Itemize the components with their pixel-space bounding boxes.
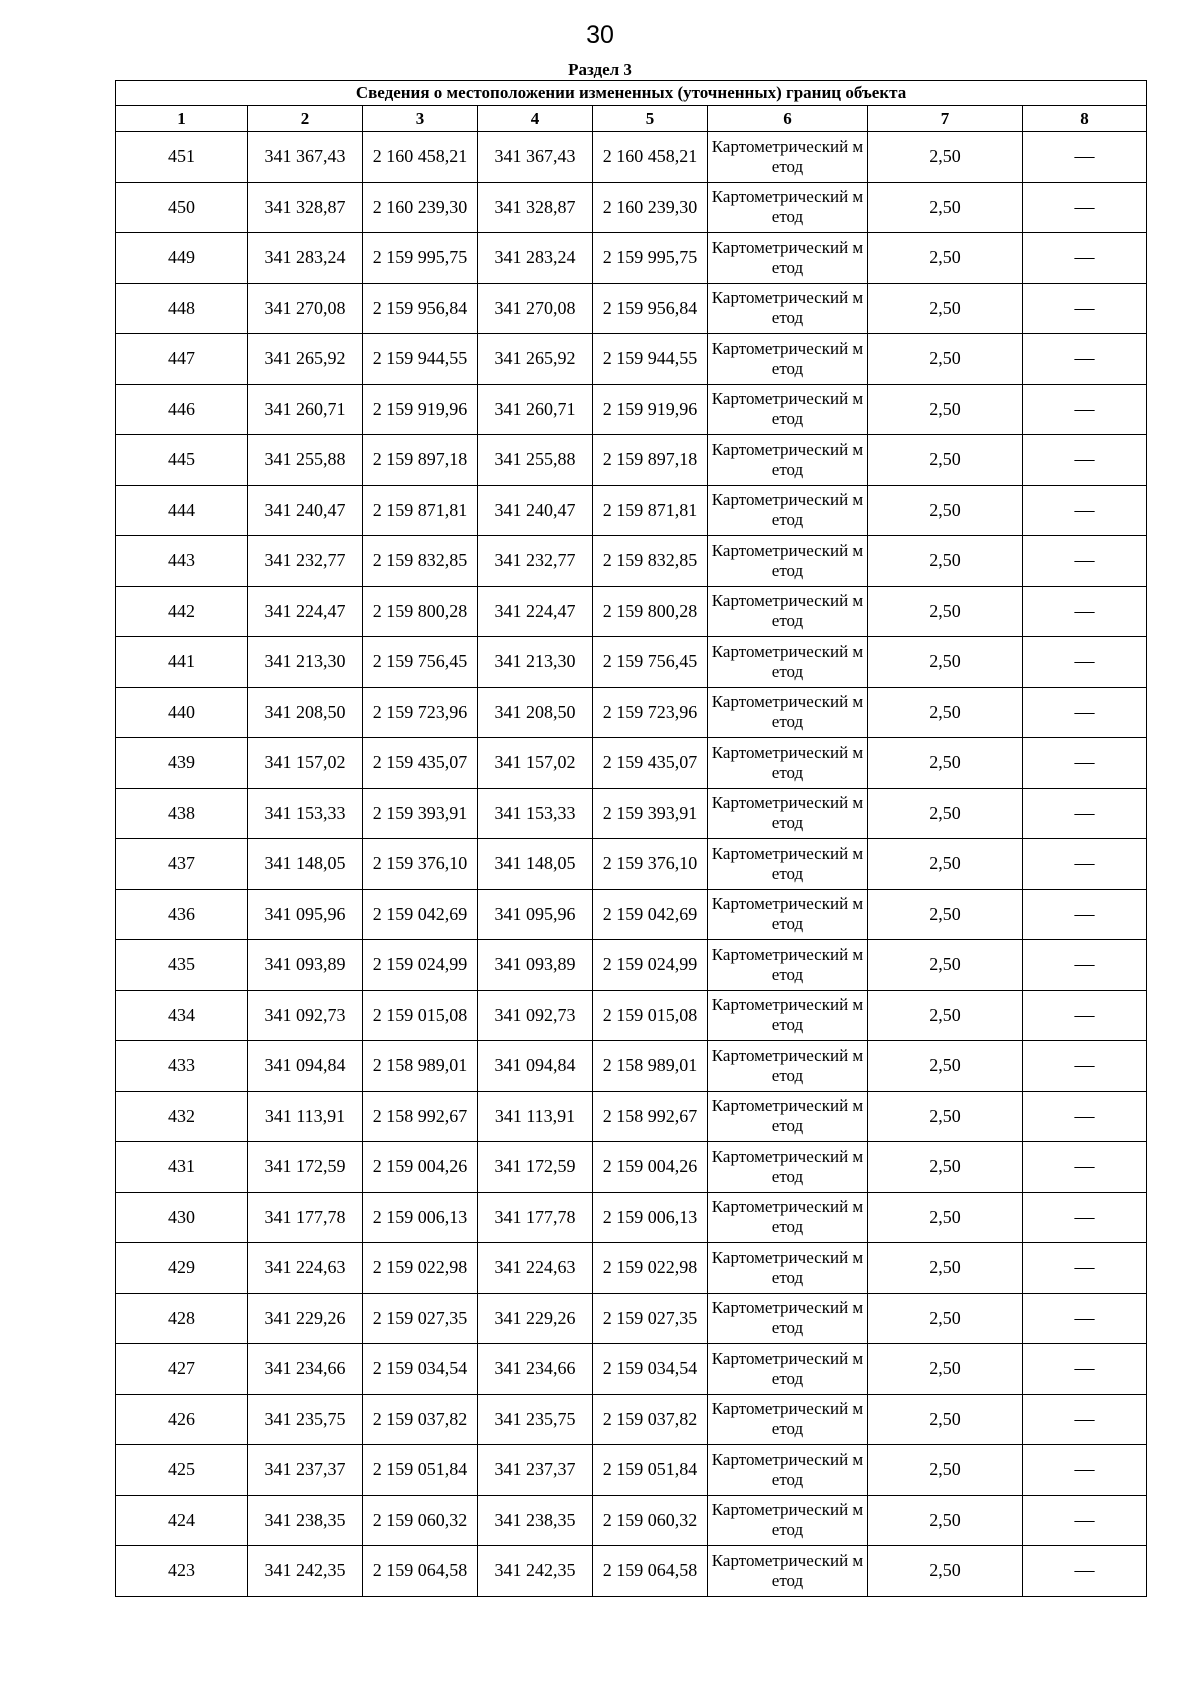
method-cell: Картометрический метод [708,233,868,284]
y-new-cell: 2 159 756,45 [593,637,708,688]
point-number-cell: 450 [116,182,248,233]
x-old-cell: 341 328,87 [248,182,363,233]
point-number-cell: 428 [116,1293,248,1344]
point-number-cell: 445 [116,435,248,486]
accuracy-cell: 2,50 [868,1293,1023,1344]
column-header: 4 [478,106,593,132]
x-new-cell: 341 283,24 [478,233,593,284]
x-new-cell: 341 238,35 [478,1495,593,1546]
accuracy-cell: 2,50 [868,283,1023,334]
method-cell: Картометрический метод [708,1394,868,1445]
y-new-cell: 2 159 015,08 [593,990,708,1041]
y-new-cell: 2 159 060,32 [593,1495,708,1546]
point-number-cell: 433 [116,1041,248,1092]
point-number-cell: 423 [116,1546,248,1597]
y-new-cell: 2 158 989,01 [593,1041,708,1092]
accuracy-cell: 2,50 [868,233,1023,284]
accuracy-cell: 2,50 [868,384,1023,435]
accuracy-cell: 2,50 [868,1091,1023,1142]
table-row [116,1293,1147,1344]
x-old-cell: 341 270,08 [248,283,363,334]
table-row [116,1546,1147,1597]
table-row [116,940,1147,991]
table-row [116,990,1147,1041]
page-number: 30 [586,21,614,49]
x-old-cell: 341 232,77 [248,536,363,587]
x-old-cell: 341 148,05 [248,839,363,890]
table-row [116,637,1147,688]
point-number-cell: 430 [116,1192,248,1243]
method-cell: Картометрический метод [708,485,868,536]
point-number-cell: 435 [116,940,248,991]
accuracy-cell: 2,50 [868,839,1023,890]
y-new-cell: 2 159 897,18 [593,435,708,486]
y-new-cell: 2 159 832,85 [593,536,708,587]
accuracy-cell: 2,50 [868,1142,1023,1193]
method-cell: Картометрический метод [708,839,868,890]
note-cell: — [1023,1243,1147,1294]
column-header: 2 [248,106,363,132]
y-old-cell: 2 159 919,96 [363,384,478,435]
y-old-cell: 2 159 015,08 [363,990,478,1041]
accuracy-cell: 2,50 [868,435,1023,486]
method-cell: Картометрический метод [708,940,868,991]
x-new-cell: 341 113,91 [478,1091,593,1142]
y-old-cell: 2 159 435,07 [363,738,478,789]
note-cell: — [1023,1445,1147,1496]
method-cell: Картометрический метод [708,1344,868,1395]
note-cell: — [1023,1293,1147,1344]
point-number-cell: 424 [116,1495,248,1546]
y-old-cell: 2 159 042,69 [363,889,478,940]
method-cell: Картометрический метод [708,1546,868,1597]
table-row [116,182,1147,233]
y-old-cell: 2 159 060,32 [363,1495,478,1546]
y-new-cell: 2 159 004,26 [593,1142,708,1193]
x-new-cell: 341 177,78 [478,1192,593,1243]
note-cell: — [1023,637,1147,688]
method-cell: Картометрический метод [708,990,868,1041]
x-new-cell: 341 093,89 [478,940,593,991]
x-old-cell: 341 238,35 [248,1495,363,1546]
note-cell: — [1023,839,1147,890]
y-old-cell: 2 159 027,35 [363,1293,478,1344]
note-cell: — [1023,384,1147,435]
table-row [116,1243,1147,1294]
y-old-cell: 2 159 723,96 [363,687,478,738]
point-number-cell: 444 [116,485,248,536]
accuracy-cell: 2,50 [868,1546,1023,1597]
note-cell: — [1023,1041,1147,1092]
point-number-cell: 425 [116,1445,248,1496]
accuracy-cell: 2,50 [868,940,1023,991]
table-row [116,1142,1147,1193]
x-new-cell: 341 213,30 [478,637,593,688]
y-old-cell: 2 160 239,30 [363,182,478,233]
y-old-cell: 2 159 897,18 [363,435,478,486]
accuracy-cell: 2,50 [868,637,1023,688]
x-old-cell: 341 283,24 [248,233,363,284]
table-row [116,1091,1147,1142]
accuracy-cell: 2,50 [868,132,1023,183]
y-new-cell: 2 159 024,99 [593,940,708,991]
y-old-cell: 2 159 956,84 [363,283,478,334]
accuracy-cell: 2,50 [868,1394,1023,1445]
x-new-cell: 341 229,26 [478,1293,593,1344]
note-cell: — [1023,687,1147,738]
x-new-cell: 341 153,33 [478,788,593,839]
table-row [116,738,1147,789]
x-old-cell: 341 213,30 [248,637,363,688]
method-cell: Картометрический метод [708,788,868,839]
table-row [116,1344,1147,1395]
note-cell: — [1023,1192,1147,1243]
y-old-cell: 2 159 051,84 [363,1445,478,1496]
y-old-cell: 2 159 037,82 [363,1394,478,1445]
method-cell: Картометрический метод [708,435,868,486]
table-row [116,132,1147,183]
y-old-cell: 2 159 024,99 [363,940,478,991]
table-row [116,889,1147,940]
point-number-cell: 448 [116,283,248,334]
y-new-cell: 2 160 458,21 [593,132,708,183]
note-cell: — [1023,233,1147,284]
note-cell: — [1023,1344,1147,1395]
accuracy-cell: 2,50 [868,990,1023,1041]
x-new-cell: 341 235,75 [478,1394,593,1445]
y-old-cell: 2 159 064,58 [363,1546,478,1597]
point-number-cell: 449 [116,233,248,284]
x-old-cell: 341 093,89 [248,940,363,991]
x-new-cell: 341 255,88 [478,435,593,486]
note-cell: — [1023,132,1147,183]
coordinates-table [115,80,1147,1597]
x-new-cell: 341 095,96 [478,889,593,940]
accuracy-cell: 2,50 [868,182,1023,233]
x-old-cell: 341 255,88 [248,435,363,486]
point-number-cell: 442 [116,586,248,637]
column-header: 3 [363,106,478,132]
table-row [116,1041,1147,1092]
x-old-cell: 341 092,73 [248,990,363,1041]
x-old-cell: 341 095,96 [248,889,363,940]
accuracy-cell: 2,50 [868,1445,1023,1496]
note-cell: — [1023,536,1147,587]
table-row [116,435,1147,486]
table-caption-row [116,81,1147,106]
y-new-cell: 2 159 064,58 [593,1546,708,1597]
x-new-cell: 341 157,02 [478,738,593,789]
method-cell: Картометрический метод [708,334,868,385]
note-cell: — [1023,1091,1147,1142]
y-old-cell: 2 159 034,54 [363,1344,478,1395]
x-new-cell: 341 172,59 [478,1142,593,1193]
x-new-cell: 341 260,71 [478,384,593,435]
table-row [116,1445,1147,1496]
x-old-cell: 341 242,35 [248,1546,363,1597]
y-old-cell: 2 158 992,67 [363,1091,478,1142]
section-title: Раздел 3 [568,60,632,79]
x-new-cell: 341 208,50 [478,687,593,738]
table-row [116,485,1147,536]
y-old-cell: 2 159 393,91 [363,788,478,839]
table-body [116,132,1147,1597]
x-old-cell: 341 265,92 [248,334,363,385]
accuracy-cell: 2,50 [868,334,1023,385]
x-new-cell: 341 328,87 [478,182,593,233]
y-new-cell: 2 159 919,96 [593,384,708,435]
point-number-cell: 429 [116,1243,248,1294]
x-new-cell: 341 234,66 [478,1344,593,1395]
y-old-cell: 2 160 458,21 [363,132,478,183]
x-old-cell: 341 240,47 [248,485,363,536]
note-cell: — [1023,485,1147,536]
y-new-cell: 2 159 042,69 [593,889,708,940]
method-cell: Картометрический метод [708,536,868,587]
table-row [116,384,1147,435]
accuracy-cell: 2,50 [868,536,1023,587]
y-new-cell: 2 159 944,55 [593,334,708,385]
table-row [116,233,1147,284]
point-number-cell: 438 [116,788,248,839]
point-number-cell: 441 [116,637,248,688]
x-old-cell: 341 260,71 [248,384,363,435]
method-cell: Картометрический метод [708,132,868,183]
y-new-cell: 2 159 051,84 [593,1445,708,1496]
x-old-cell: 341 224,47 [248,586,363,637]
column-header: 7 [868,106,1023,132]
x-old-cell: 341 094,84 [248,1041,363,1092]
y-new-cell: 2 160 239,30 [593,182,708,233]
table-row [116,536,1147,587]
x-old-cell: 341 113,91 [248,1091,363,1142]
y-new-cell: 2 159 037,82 [593,1394,708,1445]
column-header: 5 [593,106,708,132]
y-old-cell: 2 158 989,01 [363,1041,478,1092]
table-caption: Сведения о местоположении измененных (уточненных) границ объекта [116,81,1147,106]
table-row [116,788,1147,839]
table-header-row [116,106,1147,132]
accuracy-cell: 2,50 [868,788,1023,839]
y-old-cell: 2 159 004,26 [363,1142,478,1193]
method-cell: Картометрический метод [708,637,868,688]
y-old-cell: 2 159 800,28 [363,586,478,637]
point-number-cell: 432 [116,1091,248,1142]
note-cell: — [1023,586,1147,637]
y-new-cell: 2 159 871,81 [593,485,708,536]
method-cell: Картометрический метод [708,1445,868,1496]
x-old-cell: 341 367,43 [248,132,363,183]
point-number-cell: 439 [116,738,248,789]
y-new-cell: 2 159 393,91 [593,788,708,839]
table-row [116,1495,1147,1546]
x-old-cell: 341 234,66 [248,1344,363,1395]
y-new-cell: 2 159 723,96 [593,687,708,738]
x-new-cell: 341 232,77 [478,536,593,587]
accuracy-cell: 2,50 [868,485,1023,536]
note-cell: — [1023,1495,1147,1546]
x-new-cell: 341 092,73 [478,990,593,1041]
point-number-cell: 451 [116,132,248,183]
method-cell: Картометрический метод [708,182,868,233]
method-cell: Картометрический метод [708,687,868,738]
method-cell: Картометрический метод [708,283,868,334]
note-cell: — [1023,182,1147,233]
column-header: 1 [116,106,248,132]
table-row [116,334,1147,385]
note-cell: — [1023,738,1147,789]
y-new-cell: 2 159 956,84 [593,283,708,334]
table-row [116,839,1147,890]
accuracy-cell: 2,50 [868,1495,1023,1546]
point-number-cell: 434 [116,990,248,1041]
y-new-cell: 2 159 376,10 [593,839,708,890]
accuracy-cell: 2,50 [868,889,1023,940]
y-new-cell: 2 159 027,35 [593,1293,708,1344]
note-cell: — [1023,889,1147,940]
point-number-cell: 447 [116,334,248,385]
x-new-cell: 341 367,43 [478,132,593,183]
table-row [116,1394,1147,1445]
x-new-cell: 341 237,37 [478,1445,593,1496]
x-new-cell: 341 094,84 [478,1041,593,1092]
point-number-cell: 427 [116,1344,248,1395]
y-old-cell: 2 159 995,75 [363,233,478,284]
x-new-cell: 341 224,63 [478,1243,593,1294]
y-new-cell: 2 159 435,07 [593,738,708,789]
point-number-cell: 436 [116,889,248,940]
x-new-cell: 341 242,35 [478,1546,593,1597]
method-cell: Картометрический метод [708,1243,868,1294]
x-new-cell: 341 240,47 [478,485,593,536]
accuracy-cell: 2,50 [868,586,1023,637]
point-number-cell: 437 [116,839,248,890]
y-old-cell: 2 159 832,85 [363,536,478,587]
x-old-cell: 341 224,63 [248,1243,363,1294]
y-new-cell: 2 159 022,98 [593,1243,708,1294]
x-old-cell: 341 172,59 [248,1142,363,1193]
x-old-cell: 341 237,37 [248,1445,363,1496]
table-row [116,1192,1147,1243]
accuracy-cell: 2,50 [868,738,1023,789]
x-new-cell: 341 224,47 [478,586,593,637]
note-cell: — [1023,940,1147,991]
table-row [116,283,1147,334]
accuracy-cell: 2,50 [868,1041,1023,1092]
x-old-cell: 341 157,02 [248,738,363,789]
x-new-cell: 341 265,92 [478,334,593,385]
y-old-cell: 2 159 006,13 [363,1192,478,1243]
y-new-cell: 2 159 034,54 [593,1344,708,1395]
x-old-cell: 341 208,50 [248,687,363,738]
accuracy-cell: 2,50 [868,1243,1023,1294]
x-old-cell: 341 235,75 [248,1394,363,1445]
method-cell: Картометрический метод [708,586,868,637]
x-new-cell: 341 148,05 [478,839,593,890]
y-old-cell: 2 159 022,98 [363,1243,478,1294]
method-cell: Картометрический метод [708,1091,868,1142]
accuracy-cell: 2,50 [868,687,1023,738]
point-number-cell: 443 [116,536,248,587]
y-old-cell: 2 159 376,10 [363,839,478,890]
note-cell: — [1023,1546,1147,1597]
x-old-cell: 341 153,33 [248,788,363,839]
table-row [116,586,1147,637]
point-number-cell: 446 [116,384,248,435]
y-new-cell: 2 159 800,28 [593,586,708,637]
note-cell: — [1023,283,1147,334]
x-new-cell: 341 270,08 [478,283,593,334]
method-cell: Картометрический метод [708,889,868,940]
method-cell: Картометрический метод [708,1142,868,1193]
note-cell: — [1023,435,1147,486]
column-header: 6 [708,106,868,132]
x-old-cell: 341 229,26 [248,1293,363,1344]
point-number-cell: 440 [116,687,248,738]
method-cell: Картометрический метод [708,1192,868,1243]
method-cell: Картометрический метод [708,384,868,435]
point-number-cell: 426 [116,1394,248,1445]
y-new-cell: 2 158 992,67 [593,1091,708,1142]
x-old-cell: 341 177,78 [248,1192,363,1243]
point-number-cell: 431 [116,1142,248,1193]
note-cell: — [1023,1142,1147,1193]
y-old-cell: 2 159 871,81 [363,485,478,536]
note-cell: — [1023,1394,1147,1445]
y-old-cell: 2 159 944,55 [363,334,478,385]
method-cell: Картометрический метод [708,1041,868,1092]
accuracy-cell: 2,50 [868,1344,1023,1395]
note-cell: — [1023,990,1147,1041]
y-new-cell: 2 159 995,75 [593,233,708,284]
accuracy-cell: 2,50 [868,1192,1023,1243]
y-new-cell: 2 159 006,13 [593,1192,708,1243]
y-old-cell: 2 159 756,45 [363,637,478,688]
method-cell: Картометрический метод [708,1495,868,1546]
note-cell: — [1023,334,1147,385]
table-row [116,687,1147,738]
method-cell: Картометрический метод [708,1293,868,1344]
column-header: 8 [1023,106,1147,132]
method-cell: Картометрический метод [708,738,868,789]
note-cell: — [1023,788,1147,839]
